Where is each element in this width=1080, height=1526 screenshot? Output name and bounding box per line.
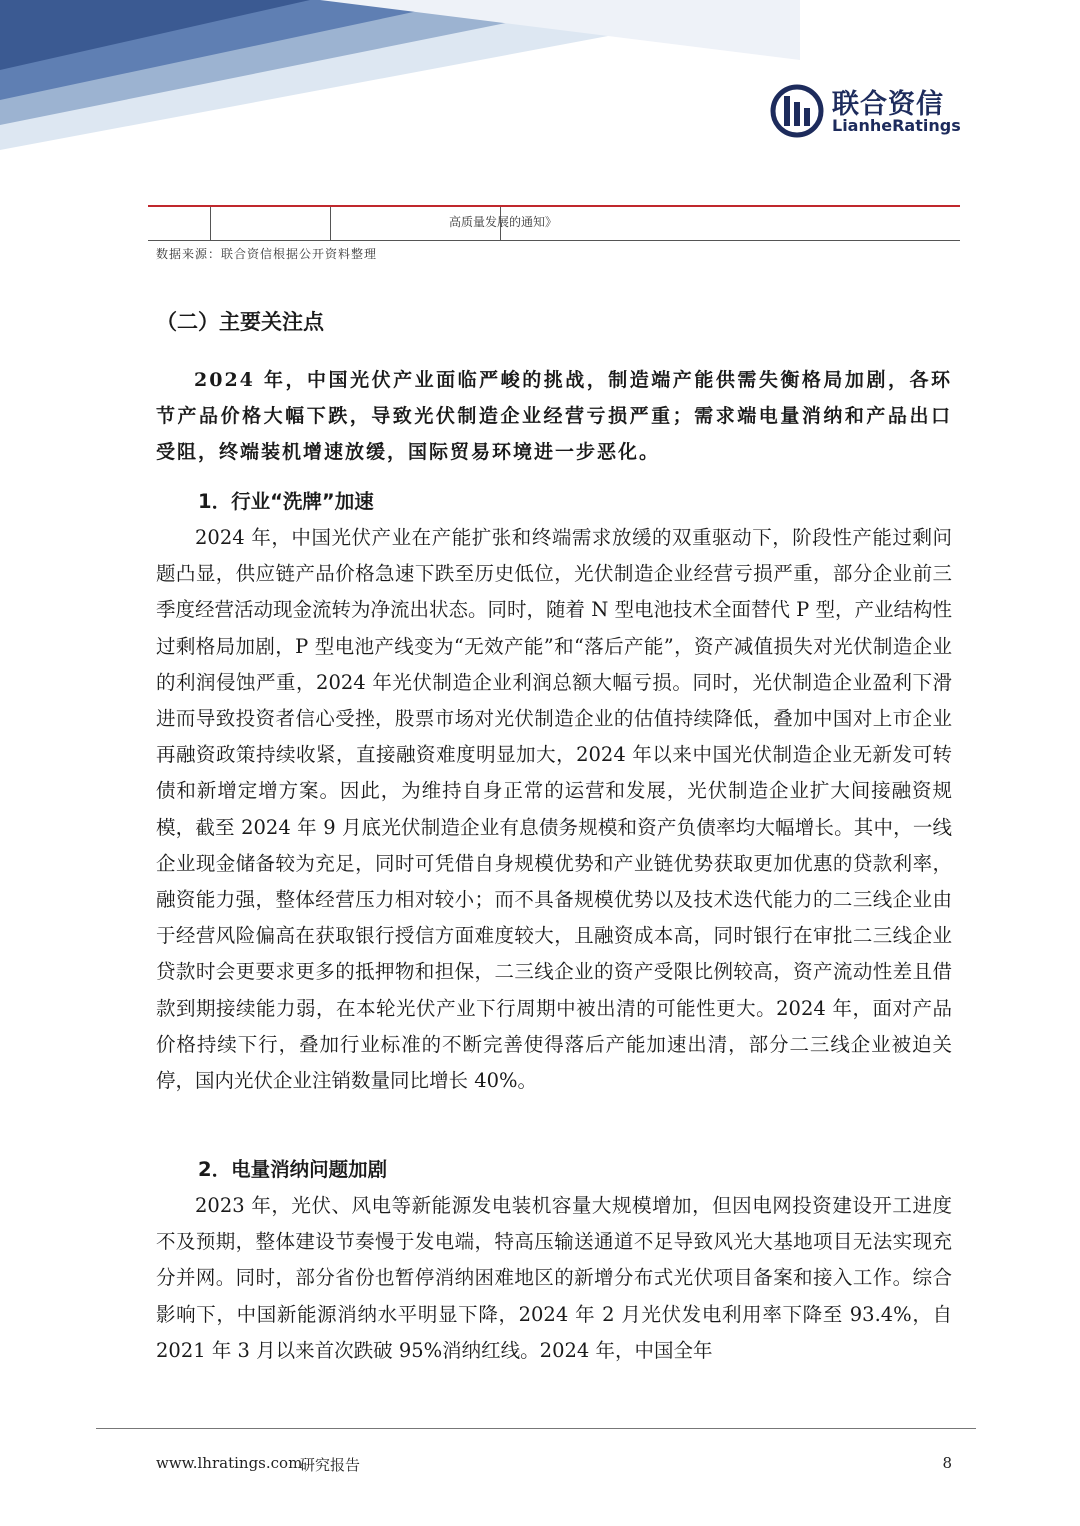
lianhe-logo-icon bbox=[770, 84, 824, 138]
table-cell: 高质量发展的通知》 bbox=[448, 215, 557, 229]
logo-english-name: LianheRatings bbox=[832, 116, 961, 135]
subsection-title: 2．电量消纳问题加剧 bbox=[198, 1158, 388, 1181]
page-number: 8 bbox=[942, 1454, 952, 1472]
footer-doc-type: 研究报告 bbox=[300, 1456, 361, 1474]
subsection-title: 1．行业“洗牌”加速 bbox=[198, 490, 374, 513]
logo-chinese-name: 联合资信 bbox=[832, 89, 944, 120]
paragraph: 2024 年，中国光伏产业在产能扩张和终端需求放缓的双重驱动下，阶段性产能过剩问题凸显，供应链产品价格急速下跌至历史低位，光伏制造企业经营亏损严重，部分企业前三季度经营活动现金流转为净流出状态。同时，随着 N 型电池技术全面替代 P 型，产业结构性过剩格局加剧，P 型电池产线变为“无效产能”和“落后产能”，资产减值损失对光伏制造企业的利润侵蚀严重，2024 年光伏制造企业利润总额大幅亏损。同时，光伏制造企业盈利下滑进而导致投资者信心受挫，股票市场对光伏制造企业的估值持续降低，叠加中国对上市企业再融资政策持续收紧，直接融资难度明显加大，2024 年以来中国光伏制造企业无新发可转债和新增定增方案。因此，为维持自身正常的运营和发展，光伏制造企业扩大间接融资规模，截至 2024 年 9 月底光伏制造企业有息债务规模和资产负债率均大幅增长。其中，一线企业现金储备较为充足，同时可凭借自身规模优势和产业链优势获取更加优惠的贷款利率，融资能力强，整体经营压力相对较小；而不具备规模优势以及技术迭代能力的二三线企业由于经营风险偏高在获取银行授信方面难度较大，且融资成本高，同时银行在审批二三线企业贷款时会更要求更多的抵押物和担保，二三线企业的资产受限比例较高，资产流动性差且借款到期接续能力弱，在本轮光伏产业下行周期中被出清的可能性更大。2024 年，面对产品价格持续下行，叠加行业标准的不断完善使得落后产能加速出清，部分二三线企业被迫关停，国内光伏企业注销数量同比增长 40%。 bbox=[156, 526, 952, 1093]
header-decoration bbox=[0, 0, 800, 200]
paragraph: 2023 年，光伏、风电等新能源发电装机容量大规模增加，但因电网投资建设开工进度不及预期，整体建设节奏慢于发电端，特高压输送通道不足导致风光大基地项目无法实现充分并网。同时，部分省份也暂停消纳困难地区的新增分布式光伏项目备案和接入工作。综合影响下，中国新能源消纳水平明显下降，2024 年 2 月光伏发电利用率下降至 93.4%，自 2021 年 3 月以来首次跌破 95%消纳红线。2024 年，中国全年 bbox=[156, 1194, 952, 1362]
company-logo bbox=[770, 80, 970, 142]
table-fragment bbox=[148, 205, 960, 241]
data-source-note: 数据来源：联合资信根据公开资料整理 bbox=[156, 247, 378, 261]
table-divider bbox=[210, 207, 211, 240]
section-summary: 2024 年，中国光伏产业面临严峻的挑战，制造端产能供需失衡格局加剧，各环节产品价格大幅下跌，导致光伏制造企业经营亏损严重；需求端电量消纳和产品出口受阻，终端装机增速放缓，国际贸易环境进一步恶化。 bbox=[156, 369, 952, 463]
section-heading: （二）主要关注点 bbox=[156, 310, 324, 334]
footer-website-link[interactable]: www.lhratings.com bbox=[156, 1454, 303, 1472]
footer-divider bbox=[96, 1428, 976, 1429]
table-divider bbox=[330, 207, 331, 240]
